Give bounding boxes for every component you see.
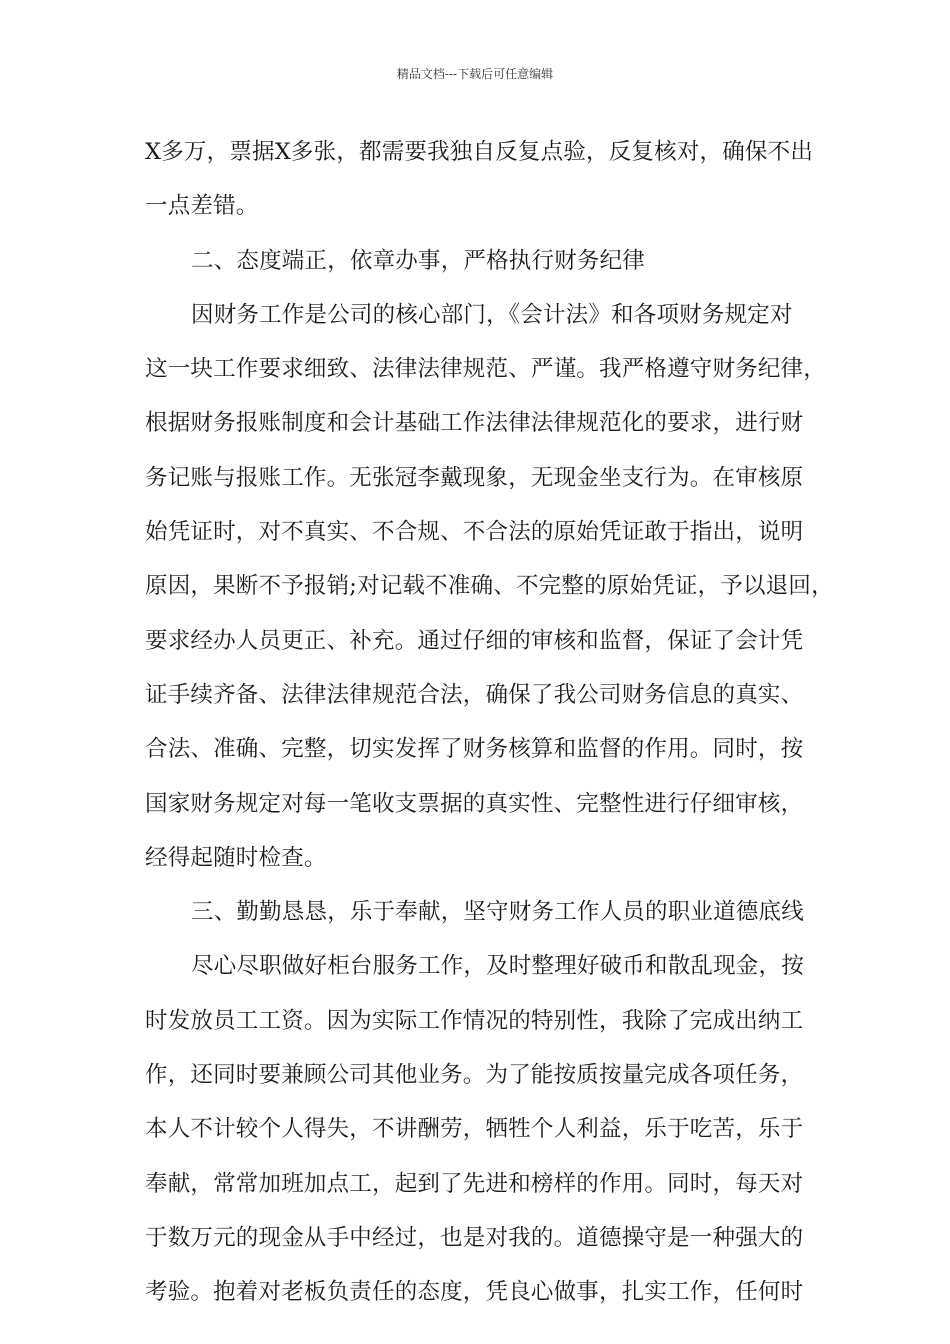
- text-line: 因财务工作是公司的核心部门，《会计法》和各项财务规定对: [191, 301, 793, 328]
- text-line: 奉献，常常加班加点工，起到了先进和榜样的作用。同时，每天对: [145, 1170, 804, 1197]
- text-line: 始凭证时，对不真实、不合规、不合法的原始凭证敢于指出，说明: [145, 519, 804, 546]
- text-line: 本人不计较个人得失，不讲酬劳，牺牲个人利益，乐于吃苦，乐于: [145, 1116, 804, 1143]
- text-line: 根据财务报账制度和会计基础工作法律法律规范化的要求，进行财: [145, 410, 804, 437]
- text-line: 尽心尽职做好柜台服务工作，及时整理好破币和散乱现金，按: [191, 953, 804, 980]
- text-line: 这一块工作要求细致、法律法律规范、严谨。我严格遵守财务纪律，: [145, 356, 827, 383]
- text-line: 合法、准确、完整，切实发挥了财务核算和监督的作用。同时，按: [145, 736, 804, 763]
- text-line: 务记账与报账工作。无张冠李戴现象，无现金坐支行为。在审核原: [145, 464, 804, 491]
- text-line: 原因，果断不予报销;对记载不准确、不完整的原始凭证，予以退回，: [145, 573, 834, 600]
- text-line: 考验。抱着对老板负责任的态度，凭良心做事，扎实工作，任何时: [145, 1279, 804, 1306]
- document-body: [145, 130, 834, 1325]
- text-line: 作，还同时要兼顾公司其他业务。为了能按质按量完成各项任务，: [145, 1062, 804, 1089]
- text-line: 于数万元的现金从手中经过，也是对我的。道德操守是一种强大的: [145, 1224, 804, 1251]
- page-header: 精品文档---下载后可任意编辑: [396, 67, 554, 81]
- text-line: 一点差错。: [145, 193, 259, 220]
- section-heading: 三、勤勤恳恳，乐于奉献，坚守财务工作人员的职业道德底线: [191, 899, 804, 926]
- text-line: 证手续齐备、法律法律规范合法，确保了我公司财务信息的真实、: [145, 681, 804, 708]
- text-line: 要求经办人员更正、补充。通过仔细的审核和监督，保证了会计凭: [145, 627, 804, 654]
- section-heading: 二、态度端正，依章办事，严格执行财务纪律: [191, 247, 646, 274]
- text-line: X多万，票据X多张，都需要我独自反复点验，反复核对，确保不出: [145, 139, 814, 165]
- text-line: 国家财务规定对每一笔收支票据的真实性、完整性进行仔细审核，: [145, 790, 804, 817]
- text-line: 时发放员工工资。因为实际工作情况的特别性，我除了完成出纳工: [145, 1007, 804, 1034]
- text-line: 经得起随时检查。: [145, 844, 327, 871]
